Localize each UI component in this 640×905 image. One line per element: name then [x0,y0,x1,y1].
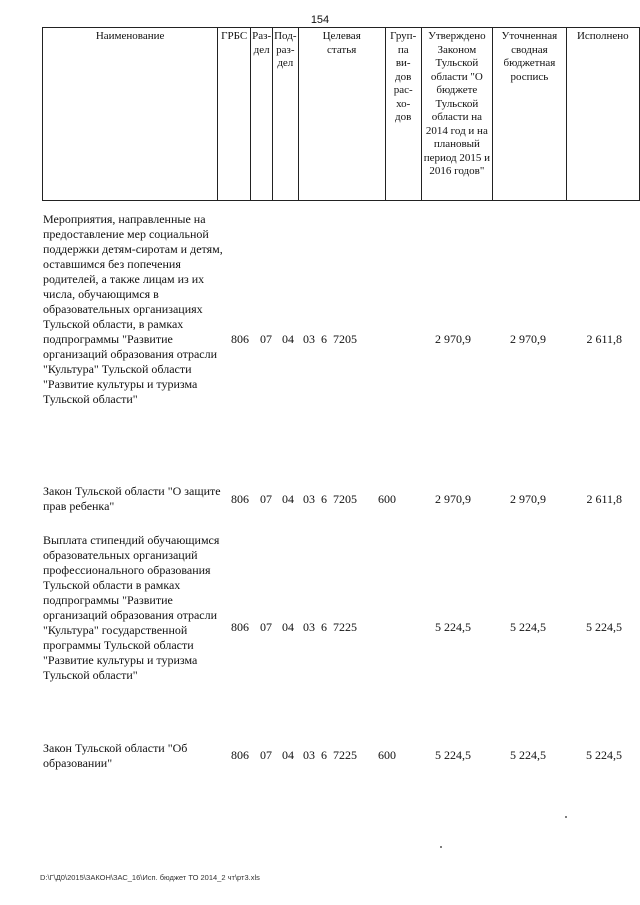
row-grbs: 806 [231,620,249,634]
page-number: 154 [310,14,330,26]
row-target-article [303,748,357,763]
header-grbs [218,28,251,201]
row-target-article-program: 03 [303,332,315,346]
row-podrazdel: 04 [282,748,294,762]
row-executed: 2 611,8 [586,332,622,346]
row-target-article-direction: 7225 [333,748,357,762]
header-revised-text: Уточненная сводная бюджетная роспись [501,30,558,83]
header-executed-text: Исполнено [576,30,629,42]
row-revised: 5 224,5 [510,620,546,634]
row-podrazdel: 04 [282,620,294,634]
row-approved: 2 970,9 [435,332,471,346]
footer-file-path: D:\Г\Д0\2015\ЗАКОН\ЗАС_16\Исп. бюджет ТО 2014_2 чт\рт3.xls [40,873,260,882]
row-revised: 2 970,9 [510,492,546,506]
row-target-article [303,492,357,507]
header-name [43,28,218,201]
header-expense-group [385,28,421,201]
header-grbs-text: ГРБС [221,30,248,42]
row-target-article [303,332,357,347]
row-razdel: 07 [260,492,272,506]
row-target-article-subprogram: 6 [321,748,327,762]
row-target-article-subprogram: 6 [321,620,327,634]
header-executed [566,28,639,201]
row-target-article-subprogram: 6 [321,492,327,506]
header-podrazdel [273,28,298,201]
row-target-article-program: 03 [303,492,315,506]
header-podrazdel-text: Под- раз- дел [274,30,297,69]
row-grbs: 806 [231,492,249,506]
row-expense-group: 600 [378,748,396,762]
header-target-article [298,28,385,201]
row-grbs: 806 [231,748,249,762]
row-target-article-program: 03 [303,748,315,762]
header-razdel [251,28,273,201]
row-approved: 5 224,5 [435,620,471,634]
header-target-article-text: Целевая статья [322,30,361,56]
column-header-table [42,27,640,201]
header-expense-group-text: Груп- па ви- дов рас- хо- дов [390,30,417,123]
row-revised: 2 970,9 [510,332,546,346]
header-revised [493,28,566,201]
scan-speck [440,846,442,848]
row-approved: 5 224,5 [435,748,471,762]
row-revised: 5 224,5 [510,748,546,762]
row-expense-group: 600 [378,492,396,506]
row-target-article [303,620,357,635]
row-target-article-direction: 7205 [333,492,357,506]
row-name: Закон Тульской области "Об образовании" [43,741,188,770]
row-target-article-subprogram: 6 [321,332,327,346]
row-executed: 5 224,5 [586,748,622,762]
row-target-article-direction: 7225 [333,620,357,634]
header-name-text: Наименование [95,30,165,42]
row-grbs: 806 [231,332,249,346]
row-executed: 5 224,5 [586,620,622,634]
row-podrazdel: 04 [282,492,294,506]
row-name: Мероприятия, направленные на предоставление мер социальной поддержки детям-сиротам и детям, оставшимся без попечения родителей, а также лицам из их числа, обучающимся в образовательных организациях Тульской области, в рамках подпрограммы "Развитие организаций образования отрасли "Культура" Тульской области "Развитие культуры и туризма Тульской области" [43,212,223,406]
header-razdel-text: Раз- дел [252,30,272,56]
scan-speck [565,816,567,818]
row-target-article-program: 03 [303,620,315,634]
row-approved: 2 970,9 [435,492,471,506]
row-target-article-direction: 7205 [333,332,357,346]
header-approved-text: Утверждено Законом Тульской области "О бюджете Тульской области на 2014 год и на плановый период 2015 и 2016 годов" [423,30,491,177]
row-razdel: 07 [260,332,272,346]
row-name: Закон Тульской области "О защите прав ребенка" [43,484,221,513]
row-podrazdel: 04 [282,332,294,346]
header-approved [421,28,493,201]
row-name: Выплата стипендий обучающимся образовательных организаций профессионального образования Тульской области в рамках подпрограммы "Развитие организаций образования отрасли "Культура" государственной программы Тульской области "Развитие культуры и туризма Тульской области" [43,533,220,682]
row-executed: 2 611,8 [586,492,622,506]
row-razdel: 07 [260,620,272,634]
row-razdel: 07 [260,748,272,762]
